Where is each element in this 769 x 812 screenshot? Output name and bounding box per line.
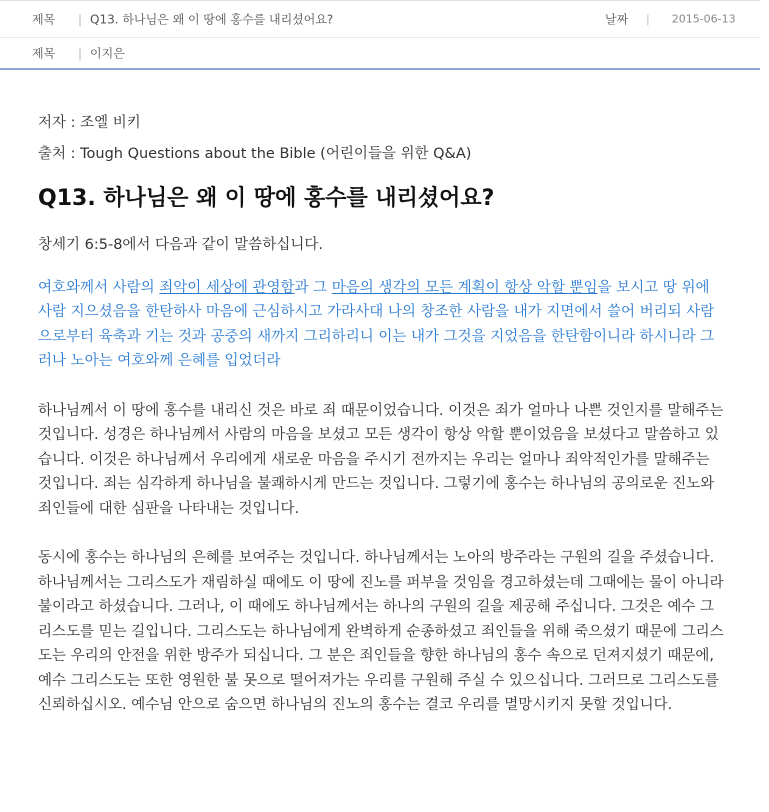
meta-row-subject bbox=[0, 1, 760, 38]
body-paragraph-1: 하나님께서 이 땅에 홍수를 내리신 것은 바로 죄 때문이었습니다. 이것은 죄가 얼마나 나쁜 것인지를 말해주는 것입니다. 성경은 하나님께서 사람의 마음을 보셨고 모든 생각이 항상 악할 뿐이었음을 보셨다고 말씀하고 있습니다. 이것은 하나님께서 우리에게 새로운 마음을 주시기 전까지는 우리는 얼마나 죄악적인가를 말해주는 것입니다. 죄는 심각하게 하나님을 불쾌하시게 만드는 것입니다. 그렇기에 홍수는 하나님의 공의로운 진노와 죄인들에 대한 심판을 나타내는 것입니다. bbox=[38, 402, 724, 517]
book-author-line: 저자 : 조엘 비키 bbox=[38, 115, 141, 131]
author-label: 제목 bbox=[32, 46, 56, 61]
body-paragraph-2: 동시에 홍수는 하나님의 은혜를 보여주는 것입니다. 하나님께서는 노아의 방주라는 구원의 길을 주셨습니다. 하나님께서는 그리스도가 재림하실 때에도 이 땅에 진노를 퍼부을 것임을 경고하셨는데 그때에는 물이 아니라 불이라고 하셨습니다. 그러나, 이 때에도 하나님께서는 하나의 구원의 길을 제공해 주십니다. 그것은 예수 그리스도를 믿는 길입니다. 그리스도는 하나님에게 완벽하게 순종하셨고 죄인들을 위해 죽으셨기 때문에 그리스도는 우리의 안전을 위한 방주가 되십니다. 그 분은 죄인들을 향한 하나님의 홍수 속으로 던져지셨기 때문에, 예수 그리스도는 또한 영원한 불 못으로 떨어져가는 우리를 구원해 주실 수 있으십니다. 그러므로 그리스도를 신뢰하십시오. 예수님 안으로 숨으면 하나님의 진노의 홍수는 결코 우리를 멸망시키지 못할 것입니다. bbox=[38, 550, 724, 713]
subject-value: | Q13. 하나님은 왜 이 땅에 홍수를 내리셨어요? bbox=[78, 11, 333, 28]
subject-label: 제목 bbox=[32, 12, 56, 27]
author-value: | 이지은 bbox=[78, 45, 125, 62]
book-source-line: 출처 : Tough Questions about the Bible (어린이들을 위한 Q&A) bbox=[38, 146, 472, 162]
scripture-underlined-1: 죄악이 세상에 관영함 bbox=[159, 279, 295, 296]
date-value: | 2015-06-13 bbox=[646, 13, 736, 26]
article-title: Q13. 하나님은 왜 이 땅에 홍수를 내리셨어요? bbox=[38, 186, 495, 211]
meta-row-author bbox=[0, 38, 760, 70]
scripture-underlined-2: 마음의 생각의 모든 계획이 항상 악할 뿐임 bbox=[331, 279, 598, 296]
scripture-text-1: 여호와께서 사람의 bbox=[38, 279, 160, 296]
date-label: 날짜 bbox=[605, 12, 629, 27]
article-body bbox=[38, 108, 728, 732]
scripture-quote bbox=[38, 276, 728, 374]
scripture-text-2: 과 그 bbox=[294, 279, 332, 296]
scripture-text-3: 을 보시고 땅 위에 사람 지으셨음을 한탄하사 마음에 근심하시고 가라사대 나의 창조한 사람을 내가 지면에서 쓸어 버리되 사람으로부터 육축과 기는 것과 공중의 새까지 그리하리니 이는 내가 그것을 지었음을 한탄함이니라 하시니라 그러나 노아는 여호와께 은혜를 입었더라 bbox=[38, 279, 715, 369]
scripture-reference-intro: 창세기 6:5-8에서 다음과 같이 말씀하십니다. bbox=[38, 237, 323, 253]
post-meta-table bbox=[0, 0, 760, 70]
